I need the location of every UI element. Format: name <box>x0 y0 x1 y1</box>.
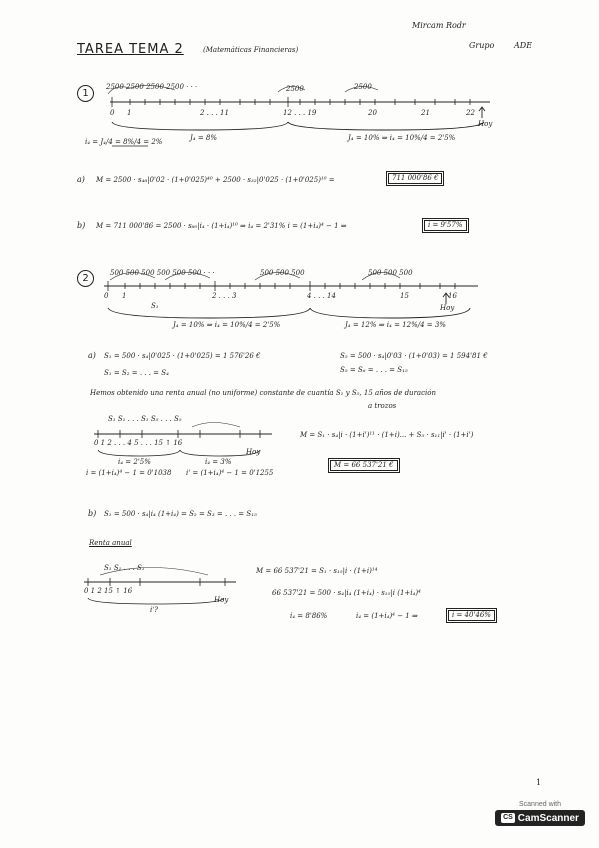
ex1-hoy-label: Hoy <box>478 120 493 128</box>
ex1-part-b-label: b) <box>77 221 86 230</box>
page-number: 1 <box>536 778 542 787</box>
ex2-b-tl-axis: 0 1 2 15 ↑ 16 <box>84 587 133 595</box>
ex1-part-a-label: a) <box>77 175 85 184</box>
ex2-part-a-text2: a trozos <box>368 402 397 410</box>
ex2-axis-16: 16 <box>448 292 457 300</box>
ex1-axis-1: 1 <box>127 109 132 117</box>
ex2-part-b-equation: S₁ = 500 · s₄|i₄ (1+i₄) = S₂ = S₃ = . . . = S₁₅ <box>104 510 257 518</box>
ex1-axis-12: 12 . . . 19 <box>283 109 317 117</box>
ex2-b-m1: M = 66 537'21 = S₁ · s₁₅|i · (1+i)¹⁴ <box>256 567 378 575</box>
ex2-a-m-result: M = 66 537'21 € <box>330 460 398 471</box>
ex1-rate-j1: J₄ = 8% <box>190 134 218 142</box>
ex2-axis-1: 1 <box>122 292 127 300</box>
ex2-b-tl-rate: i'? <box>150 606 158 614</box>
ex1-part-a-result: 711 000'86 € <box>388 173 442 184</box>
ex2-axis-0: 0 <box>104 292 109 300</box>
ex2-rate-j1: J₄ = 10% ⇒ i₄ = 10%/4 = 2'5% <box>173 321 281 329</box>
ex2-b-tl-deposits: S₁ S₁ . . . S₁ <box>104 564 145 572</box>
ex2-b-tl-hoy: Hoy <box>214 596 229 604</box>
ex2-rate-j2: J₄ = 12% ⇒ i₄ = 12%/4 = 3% <box>345 321 446 329</box>
ex2-a-m-equation: M = S₁ · s₄|i · (1+i')¹¹ · (1+i)... + S₅ · s₁₁|i' · (1+i') <box>300 431 474 439</box>
ex2-a-tl-rate2b: i' = (1+i₄)⁴ − 1 = 0'1255 <box>186 469 274 477</box>
ex2-axis-15: 15 <box>400 292 409 300</box>
ex2-deposits-left: 500 500 500 500 500 500 · · · <box>110 269 215 277</box>
camscanner-badge <box>495 810 585 826</box>
ex2-part-a-eq1b: S₁ = S₂ = . . . = S₄ <box>104 369 169 377</box>
ex2-a-tl-rate2: i₄ = 3% <box>205 458 232 466</box>
ex2-b-m2: 66 537'21 = 500 · s₄|i₄ (1+i₄) · s₁₅|i (1+i₄)⁴ <box>272 589 421 597</box>
camscanner-watermark <box>495 801 585 839</box>
ex1-axis-2: 2 . . . 11 <box>200 109 229 117</box>
ex2-a-tl-rate1b: i = (1+i₄)⁴ − 1 = 0'1038 <box>86 469 172 477</box>
camscanner-app-name: CamScanner <box>517 812 579 824</box>
ex1-part-b-equation: M = 711 000'86 = 2500 · s₈₀|i₄ · (1+i₄)¹⁰ ⇒ i₄ = 2'31% i = (1+i₄)⁴ − 1 ⇒ <box>96 222 347 230</box>
ex2-part-a-eq2: S₅ = 500 · s₄|0'03 · (1+0'03) = 1 594'81 € <box>340 352 488 360</box>
ex2-deposits-mid: 500 500 500 <box>260 269 305 277</box>
ex1-part-b-result: i = 9'57% <box>424 220 467 231</box>
page-subtitle: (Matemáticas Financieras) <box>203 46 299 54</box>
ex1-axis-20: 20 <box>368 109 377 117</box>
ex1-deposit-mid: 2500 <box>286 85 304 93</box>
ex1-part-a-equation: M = 2500 · s₄₈|0'02 · (1+0'025)⁴⁰ + 2500 · s₃₂|0'025 · (1+0'025)¹⁰ = <box>96 176 335 184</box>
exercise-1-number: 1 <box>77 85 94 102</box>
renta-anual-heading: Renta anual <box>89 539 132 547</box>
ex2-a-tl-rate1: i₄ = 2'5% <box>118 458 151 466</box>
page-title: TAREA TEMA 2 <box>77 42 184 57</box>
ex2-b-result: i = 40'46% <box>448 610 495 621</box>
ex1-axis-21: 21 <box>421 109 430 117</box>
ex1-axis-22: 22 <box>466 109 475 117</box>
ex2-part-a-eq2b: S₅ = S₆ = . . . = S₁₅ <box>340 366 408 374</box>
ex2-part-a-text: Hemos obtenido una renta anual (no uniforme) constante de cuantía S₁ y S₅, 15 años de duración <box>90 389 436 397</box>
ex2-part-b-label: b) <box>88 509 97 518</box>
exercise-2-number: 2 <box>77 270 94 287</box>
ex2-hoy-label: Hoy <box>440 304 455 312</box>
ex2-s1-label: S₁ <box>151 302 159 310</box>
ex2-a-tl-deposits: S₁ S₁ . . . S₁ S₅ . . . S₅ <box>108 415 182 423</box>
ex2-deposits-right: 500 500 500 <box>368 269 413 277</box>
ex2-a-tl-hoy: Hoy <box>246 448 261 456</box>
group-value: ADE <box>514 41 533 50</box>
student-name: Mircam Rodr <box>412 21 466 30</box>
ex2-a-tl-axis: 0 1 2 . . . 4 5 . . . 15 ↑ 16 <box>94 439 183 447</box>
ex2-b-i-formula: i₄ = (1+i₄)⁴ − 1 ⇒ <box>356 612 418 620</box>
ex1-rate-j2: J₄ = 10% ⇒ i₄ = 10%/4 = 2'5% <box>348 134 456 142</box>
ex1-deposit-right: 2500 <box>354 83 372 91</box>
ex2-b-i4: i₄ = 8'86% <box>290 612 328 620</box>
ex2-axis-4: 4 . . . 14 <box>307 292 336 300</box>
scanned-with-text: Scanned with <box>518 801 562 808</box>
ex2-part-a-label: a) <box>88 351 96 360</box>
group-label: Grupo <box>469 41 495 50</box>
camscanner-logo-icon: CS <box>503 814 513 821</box>
ex1-axis-0: 0 <box>110 109 115 117</box>
ex2-part-a-eq1: S₁ = 500 · s₄|0'025 · (1+0'025) = 1 576'26 € <box>104 352 261 360</box>
ex2-axis-2: 2 . . . 3 <box>212 292 237 300</box>
ex1-deposits-left: 2500 2500 2500 2500 · · · <box>106 83 198 91</box>
ex1-rate-i4: i₄ = J₄/4 = 8%/4 = 2% <box>85 138 163 146</box>
